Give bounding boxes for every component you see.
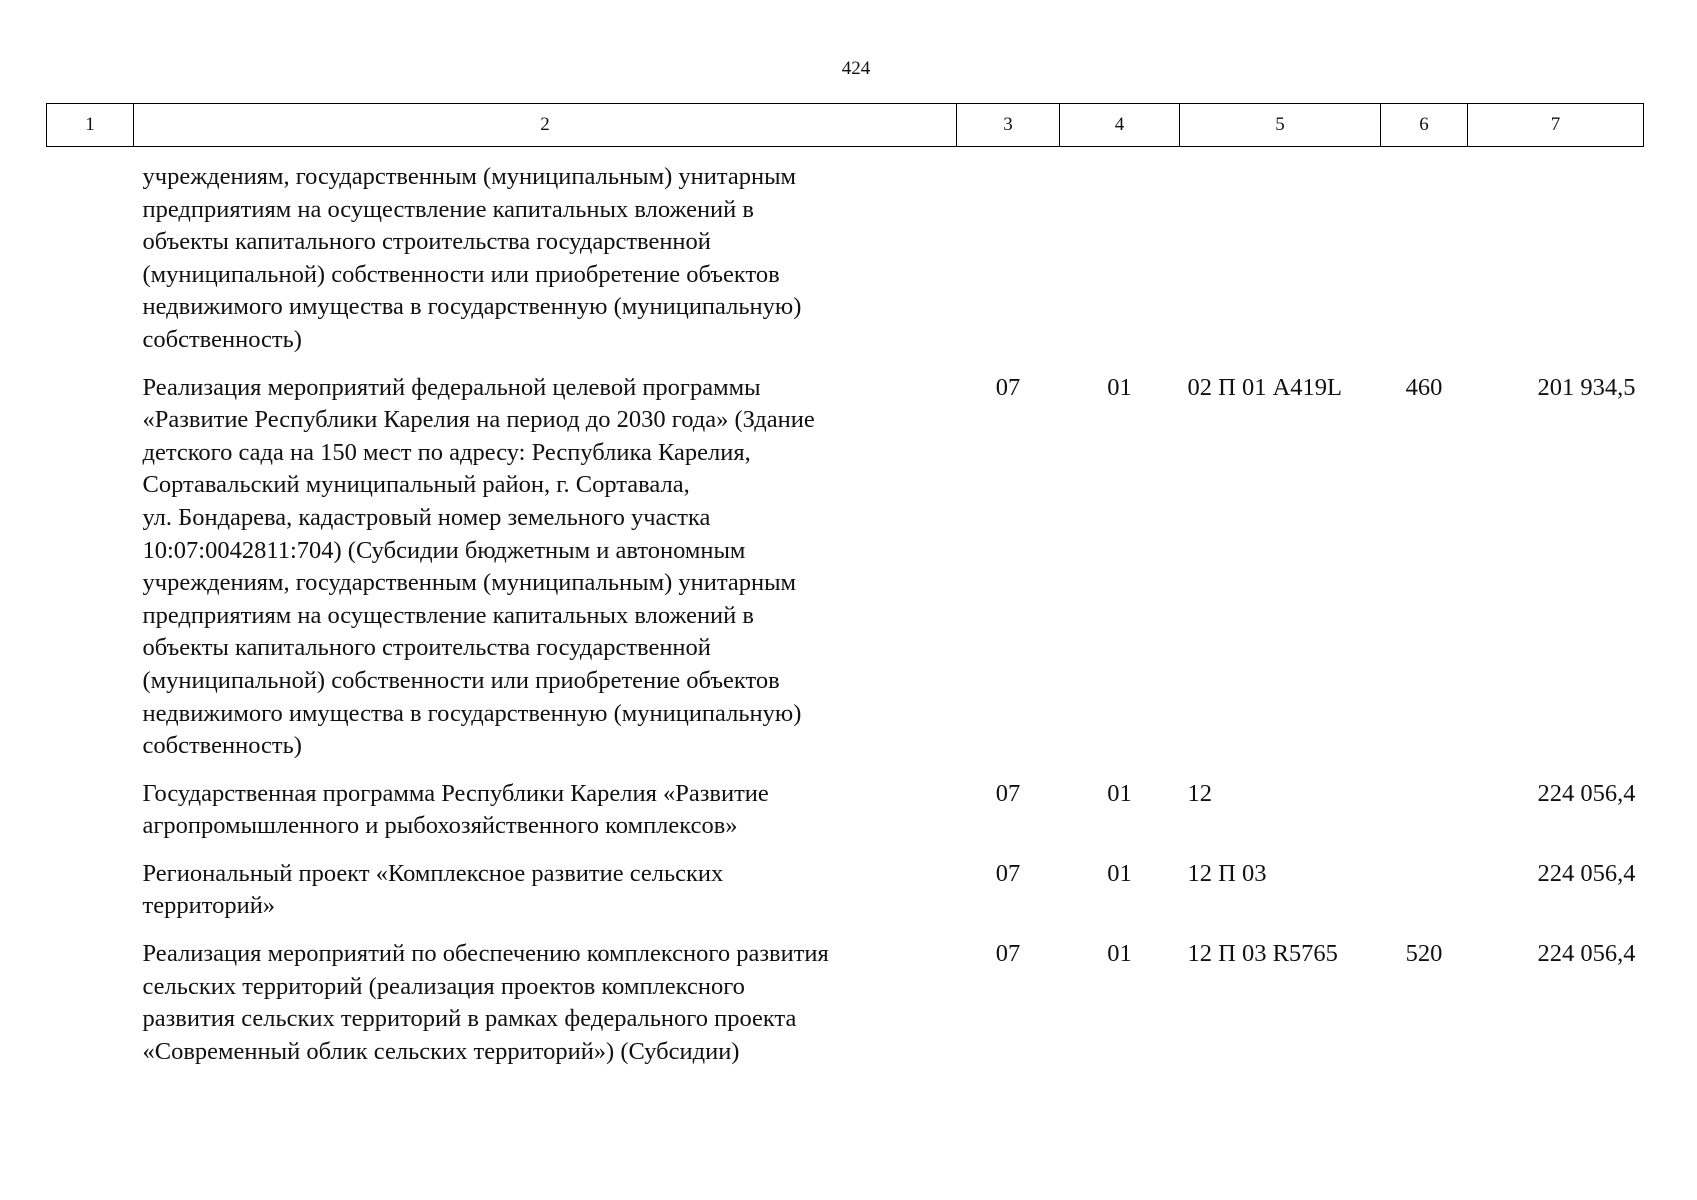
cell-target-article: 12 П 03 xyxy=(1187,859,1267,887)
cell-section xyxy=(957,147,1060,372)
table-row xyxy=(47,147,1644,372)
description-line: предприятиям на осуществление капитальных вложений в xyxy=(142,195,754,223)
description-line: объекты капитального строительства государственной xyxy=(142,228,711,256)
description-line: собственность) xyxy=(142,732,302,760)
table-row xyxy=(47,858,1644,938)
cell-row-number xyxy=(47,372,134,778)
cell-description xyxy=(134,778,957,858)
description-line: Реализация мероприятий по обеспечению комплексного развития xyxy=(142,940,829,968)
description-line: недвижимого имущества в государственную (муниципальную) xyxy=(142,293,802,321)
column-header-4: 4 xyxy=(1060,104,1180,147)
description-line: объекты капитального строительства государственной xyxy=(142,634,711,662)
cell-target-article: 12 П 03 R5765 xyxy=(1187,940,1338,968)
cell-row-number xyxy=(47,147,134,372)
cell-row-number xyxy=(47,938,134,1083)
cell-amount: 224 056,4 xyxy=(1537,940,1636,968)
cell-expense-type xyxy=(1381,778,1468,858)
description-line: детского сада на 150 мест по адресу: Республика Карелия, xyxy=(142,438,751,466)
description-line: собственность) xyxy=(142,325,302,353)
cell-section: 07 xyxy=(995,779,1021,807)
cell-section: 07 xyxy=(995,940,1021,968)
column-header-3: 3 xyxy=(957,104,1060,147)
cell-description xyxy=(134,938,957,1083)
column-header-1: 1 xyxy=(47,104,134,147)
description-line: Реализация мероприятий федеральной целевой программы xyxy=(142,373,761,401)
cell-description xyxy=(134,147,957,372)
cell-row-number xyxy=(47,778,134,858)
cell-expense-type: 460 xyxy=(1405,373,1443,401)
description-line: недвижимого имущества в государственную (муниципальную) xyxy=(142,699,802,727)
cell-amount: 224 056,4 xyxy=(1537,779,1636,807)
description-line: Сортавальский муниципальный район, г. Сортавала, xyxy=(142,471,690,499)
table-row xyxy=(47,372,1644,778)
column-header-5: 5 xyxy=(1180,104,1381,147)
cell-description xyxy=(134,372,957,778)
description-line: «Развитие Республики Карелия на период до 2030 года» (Здание xyxy=(142,406,815,434)
table-row xyxy=(47,778,1644,858)
description-line: (муниципальной) собственности или приобретение объектов xyxy=(142,666,780,694)
column-header-6: 6 xyxy=(1381,104,1468,147)
cell-target-article: 02 П 01 A419L xyxy=(1187,373,1342,401)
page-number: 424 xyxy=(841,58,871,79)
header-row xyxy=(47,104,1644,147)
cell-subsection: 01 xyxy=(1107,373,1132,401)
cell-target-article xyxy=(1180,147,1381,372)
table-row xyxy=(47,938,1644,1083)
cell-subsection: 01 xyxy=(1107,779,1132,807)
cell-section: 07 xyxy=(995,859,1021,887)
cell-amount: 224 056,4 xyxy=(1537,859,1636,887)
description-line: территорий» xyxy=(142,892,276,920)
description-line: предприятиям на осуществление капитальных вложений в xyxy=(142,601,754,629)
description-line: «Современный облик сельских территорий») (Субсидии) xyxy=(142,1037,740,1065)
cell-section: 07 xyxy=(995,373,1021,401)
cell-subsection xyxy=(1060,147,1180,372)
column-header-2: 2 xyxy=(134,104,957,147)
cell-target-article: 12 xyxy=(1187,779,1212,807)
description-line: развития сельских территорий в рамках федерального проекта xyxy=(142,1005,797,1033)
cell-description xyxy=(134,858,957,938)
cell-amount: 201 934,5 xyxy=(1537,373,1636,401)
column-header-7: 7 xyxy=(1468,104,1644,147)
cell-expense-type: 520 xyxy=(1405,940,1443,968)
description-line: 10:07:0042811:704) (Субсидии бюджетным и автономным xyxy=(142,536,746,564)
description-line: учреждениям, государственным (муниципальным) унитарным xyxy=(142,163,797,190)
description-line: агропромышленного и рыбохозяйственного комплексов» xyxy=(142,812,738,840)
description-line: сельских территорий (реализация проектов комплексного xyxy=(142,972,745,1000)
description-line: Региональный проект «Комплексное развитие сельских xyxy=(142,859,724,887)
cell-amount xyxy=(1468,147,1644,372)
description-line: (муниципальной) собственности или приобретение объектов xyxy=(142,260,780,288)
cell-subsection: 01 xyxy=(1107,940,1132,968)
table-body xyxy=(47,147,1644,1084)
description-line: Государственная программа Республики Карелия «Развитие xyxy=(142,779,769,807)
cell-row-number xyxy=(47,858,134,938)
budget-table xyxy=(46,103,1644,1083)
description-line: ул. Бондарева, кадастровый номер земельного участка xyxy=(142,503,711,531)
cell-expense-type xyxy=(1381,858,1468,938)
table-header xyxy=(47,104,1644,147)
description-line: учреждениям, государственным (муниципальным) унитарным xyxy=(142,569,797,597)
cell-expense-type xyxy=(1381,147,1468,372)
cell-subsection: 01 xyxy=(1107,859,1132,887)
